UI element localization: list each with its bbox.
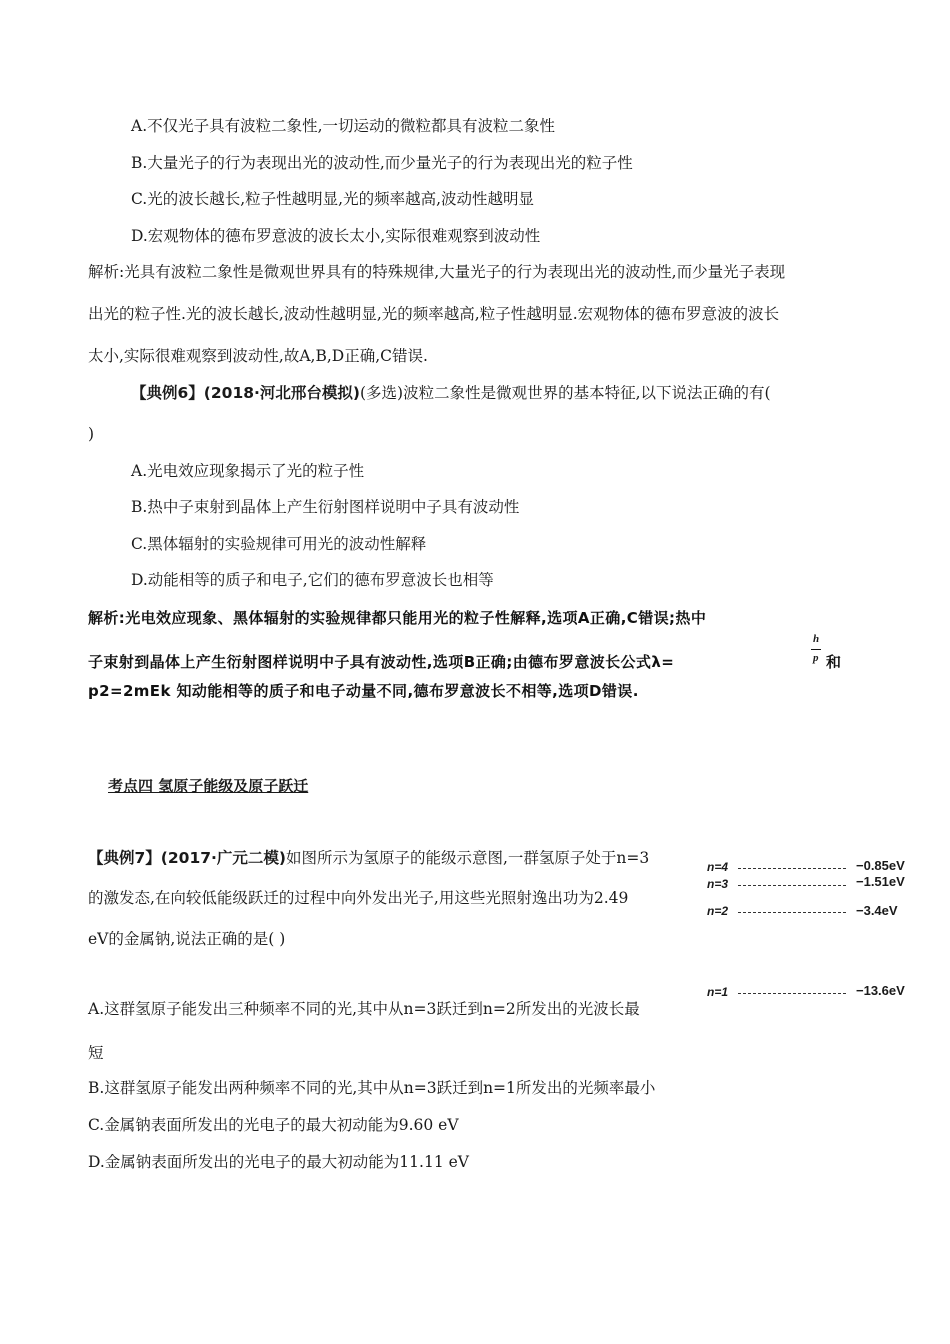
ex7-stem-line-1 — [88, 848, 649, 868]
q5-option-a: A.不仅光子具有波粒二象性,一切运动的微粒都具有波粒二象性 — [131, 117, 556, 135]
formula-denominator: p — [813, 652, 819, 664]
level-n2-energy: −3.4eV — [856, 903, 898, 918]
q5-option-d: D.宏观物体的德布罗意波的波长太小,实际很难观察到波动性 — [131, 227, 541, 245]
level-n3-energy: −1.51eV — [856, 874, 905, 889]
ex6-stem: (多选)波粒二象性是微观世界的基本特征,以下说法正确的有( — [359, 384, 771, 402]
formula-numerator: h — [813, 633, 820, 645]
q5-analysis-line-3: 太小,实际很难观察到波动性,故A,B,D正确,C错误. — [88, 347, 428, 365]
ex6-paren-close: ) — [88, 425, 95, 443]
ex7-stem-line-3: eV的金属钠,说法正确的是( ) — [88, 930, 286, 948]
ex6-option-c: C.黑体辐射的实验规律可用光的波动性解释 — [131, 535, 427, 553]
ex6-option-b: B.热中子束射到晶体上产生衍射图样说明中子具有波动性 — [131, 498, 520, 516]
formula-fraction-bar — [811, 649, 821, 650]
ex6-analysis-text: 子束射到晶体上产生衍射图样说明中子具有波动性,选项B正确;由德布罗意波长公式λ= — [88, 653, 675, 671]
level-n1-label: n=1 — [707, 985, 729, 999]
ex7-option-a-line-1: A.这群氢原子能发出三种频率不同的光,其中从n=3跃迁到n=2所发出的光波长最 — [88, 1000, 640, 1018]
q5-option-b: B.大量光子的行为表现出光的波动性,而少量光子的行为表现出光的粒子性 — [131, 154, 633, 172]
ex6-option-d: D.动能相等的质子和电子,它们的德布罗意波长也相等 — [131, 571, 494, 589]
level-n1-line — [738, 993, 846, 994]
level-n4-energy: −0.85eV — [856, 858, 905, 873]
ex7-tag: 【典例7】(2017·广元二模) — [88, 849, 286, 867]
level-n4-label: n=4 — [707, 860, 729, 874]
level-n2-line — [738, 912, 846, 913]
ex6-option-a: A.光电效应现象揭示了光的粒子性 — [131, 462, 365, 480]
ex6-tag: 【典例6】(2018·河北邢台模拟) — [131, 384, 360, 402]
level-n3-line — [738, 885, 846, 886]
ex7-option-b: B.这群氢原子能发出两种频率不同的光,其中从n=3跃迁到n=1所发出的光频率最小 — [88, 1079, 656, 1097]
ex6-analysis-line-1: 解析:光电效应现象、黑体辐射的实验规律都只能用光的粒子性解释,选项A正确,C错误;热中 — [88, 609, 707, 627]
level-n2-label: n=2 — [707, 904, 729, 918]
ex6-analysis-and: 和 — [826, 653, 842, 671]
ex7-option-c: C.金属钠表面所发出的光电子的最大初动能为9.60 eV — [88, 1116, 459, 1134]
level-n3-label: n=3 — [707, 877, 729, 891]
ex7-stem: 如图所示为氢原子的能级示意图,一群氢原子处于n=3 — [285, 849, 650, 867]
ex7-option-a-line-2: 短 — [88, 1044, 104, 1062]
q5-option-c: C.光的波长越长,粒子性越明显,光的频率越高,波动性越明显 — [131, 190, 535, 208]
ex7-option-d: D.金属钠表面所发出的光电子的最大初动能为11.11 eV — [88, 1153, 469, 1171]
level-n4-line — [738, 868, 846, 869]
ex6-analysis-line-3: p2=2mEk 知动能相等的质子和电子动量不同,德布罗意波长不相等,选项D错误. — [88, 682, 639, 700]
ex6-analysis-line-2 — [88, 652, 674, 672]
level-n1-energy: −13.6eV — [856, 983, 905, 998]
ex6-question — [131, 383, 771, 403]
q5-analysis-line-2: 出光的粒子性.光的波长越长,波动性越明显,光的频率越高,粒子性越明显.宏观物体的德布罗意波的波长 — [88, 305, 780, 323]
section-heading: 考点四 氢原子能级及原子跃迁 — [108, 777, 309, 795]
q5-analysis-line-1: 解析:光具有波粒二象性是微观世界具有的特殊规律,大量光子的行为表现出光的波动性,而少量光子表现 — [88, 263, 786, 281]
ex7-stem-line-2: 的激发态,在向较低能级跃迁的过程中向外发出光子,用这些光照射逸出功为2.49 — [88, 889, 629, 907]
